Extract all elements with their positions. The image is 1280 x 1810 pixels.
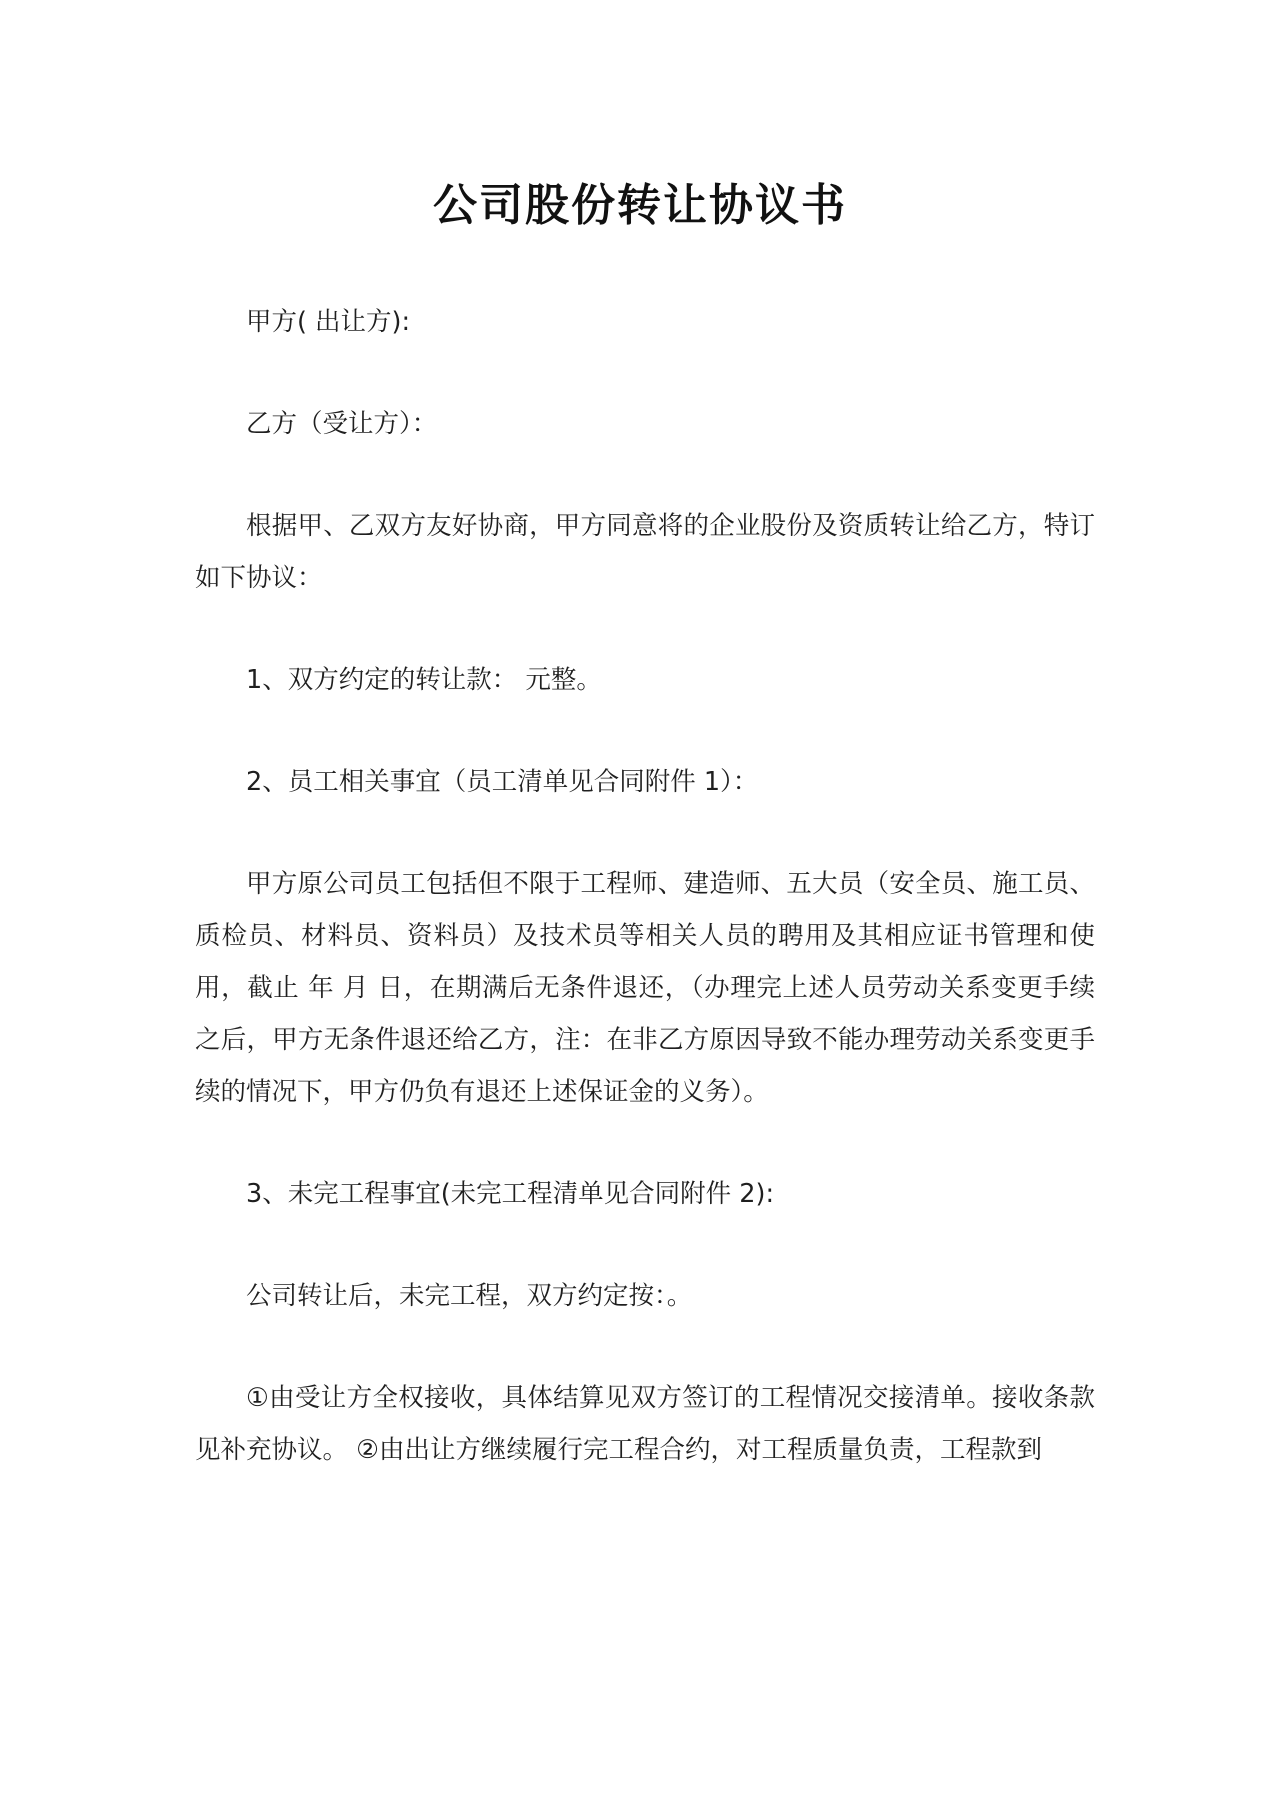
clause-3-heading: 3、未完工程事宜(未完工程清单见合同附件 2): (246, 1179, 775, 1209)
clause-2-body: 甲方原公司员工包括但不限于工程师、建造师、五大员（安全员、施工员、质检员、材料员、资料员）及技术员等相关人员的聘用及其相应证书管理和使用，截止 年 月 日，在期满后无条件退还，（办理完上述人员劳动关系变更手续之后，甲方无条件退还给乙方，注：在非乙方原因导致不能办理劳动关系变更手续的情况下，甲方仍负有退还上述保证金的义务）。 (195, 869, 1095, 1107)
clause-2-heading: 2、员工相关事宜（员工清单见合同附件 1）： (246, 767, 759, 797)
party-a-line: 甲方( 出让方): (246, 307, 411, 337)
preamble-paragraph: 根据甲、乙双方友好协商，甲方同意将的企业股份及资质转让给乙方，特订如下协议： (195, 511, 1095, 593)
document-title: 公司股份转让协议书 (433, 180, 847, 231)
clause-1-transfer-price: 1、双方约定的转让款： 元整。 (246, 665, 602, 695)
clause-3-body: 公司转让后，未完工程，双方约定按：。 (246, 1281, 693, 1311)
clause-3-options: ①由受让方全权接收，具体结算见双方签订的工程情况交接清单。接收条款见补充协议。 ②由出让方继续履行完工程合约，对工程质量负责，工程款到 (195, 1383, 1095, 1465)
party-b-line: 乙方（受让方）： (246, 409, 438, 439)
document-body (195, 296, 1095, 1526)
